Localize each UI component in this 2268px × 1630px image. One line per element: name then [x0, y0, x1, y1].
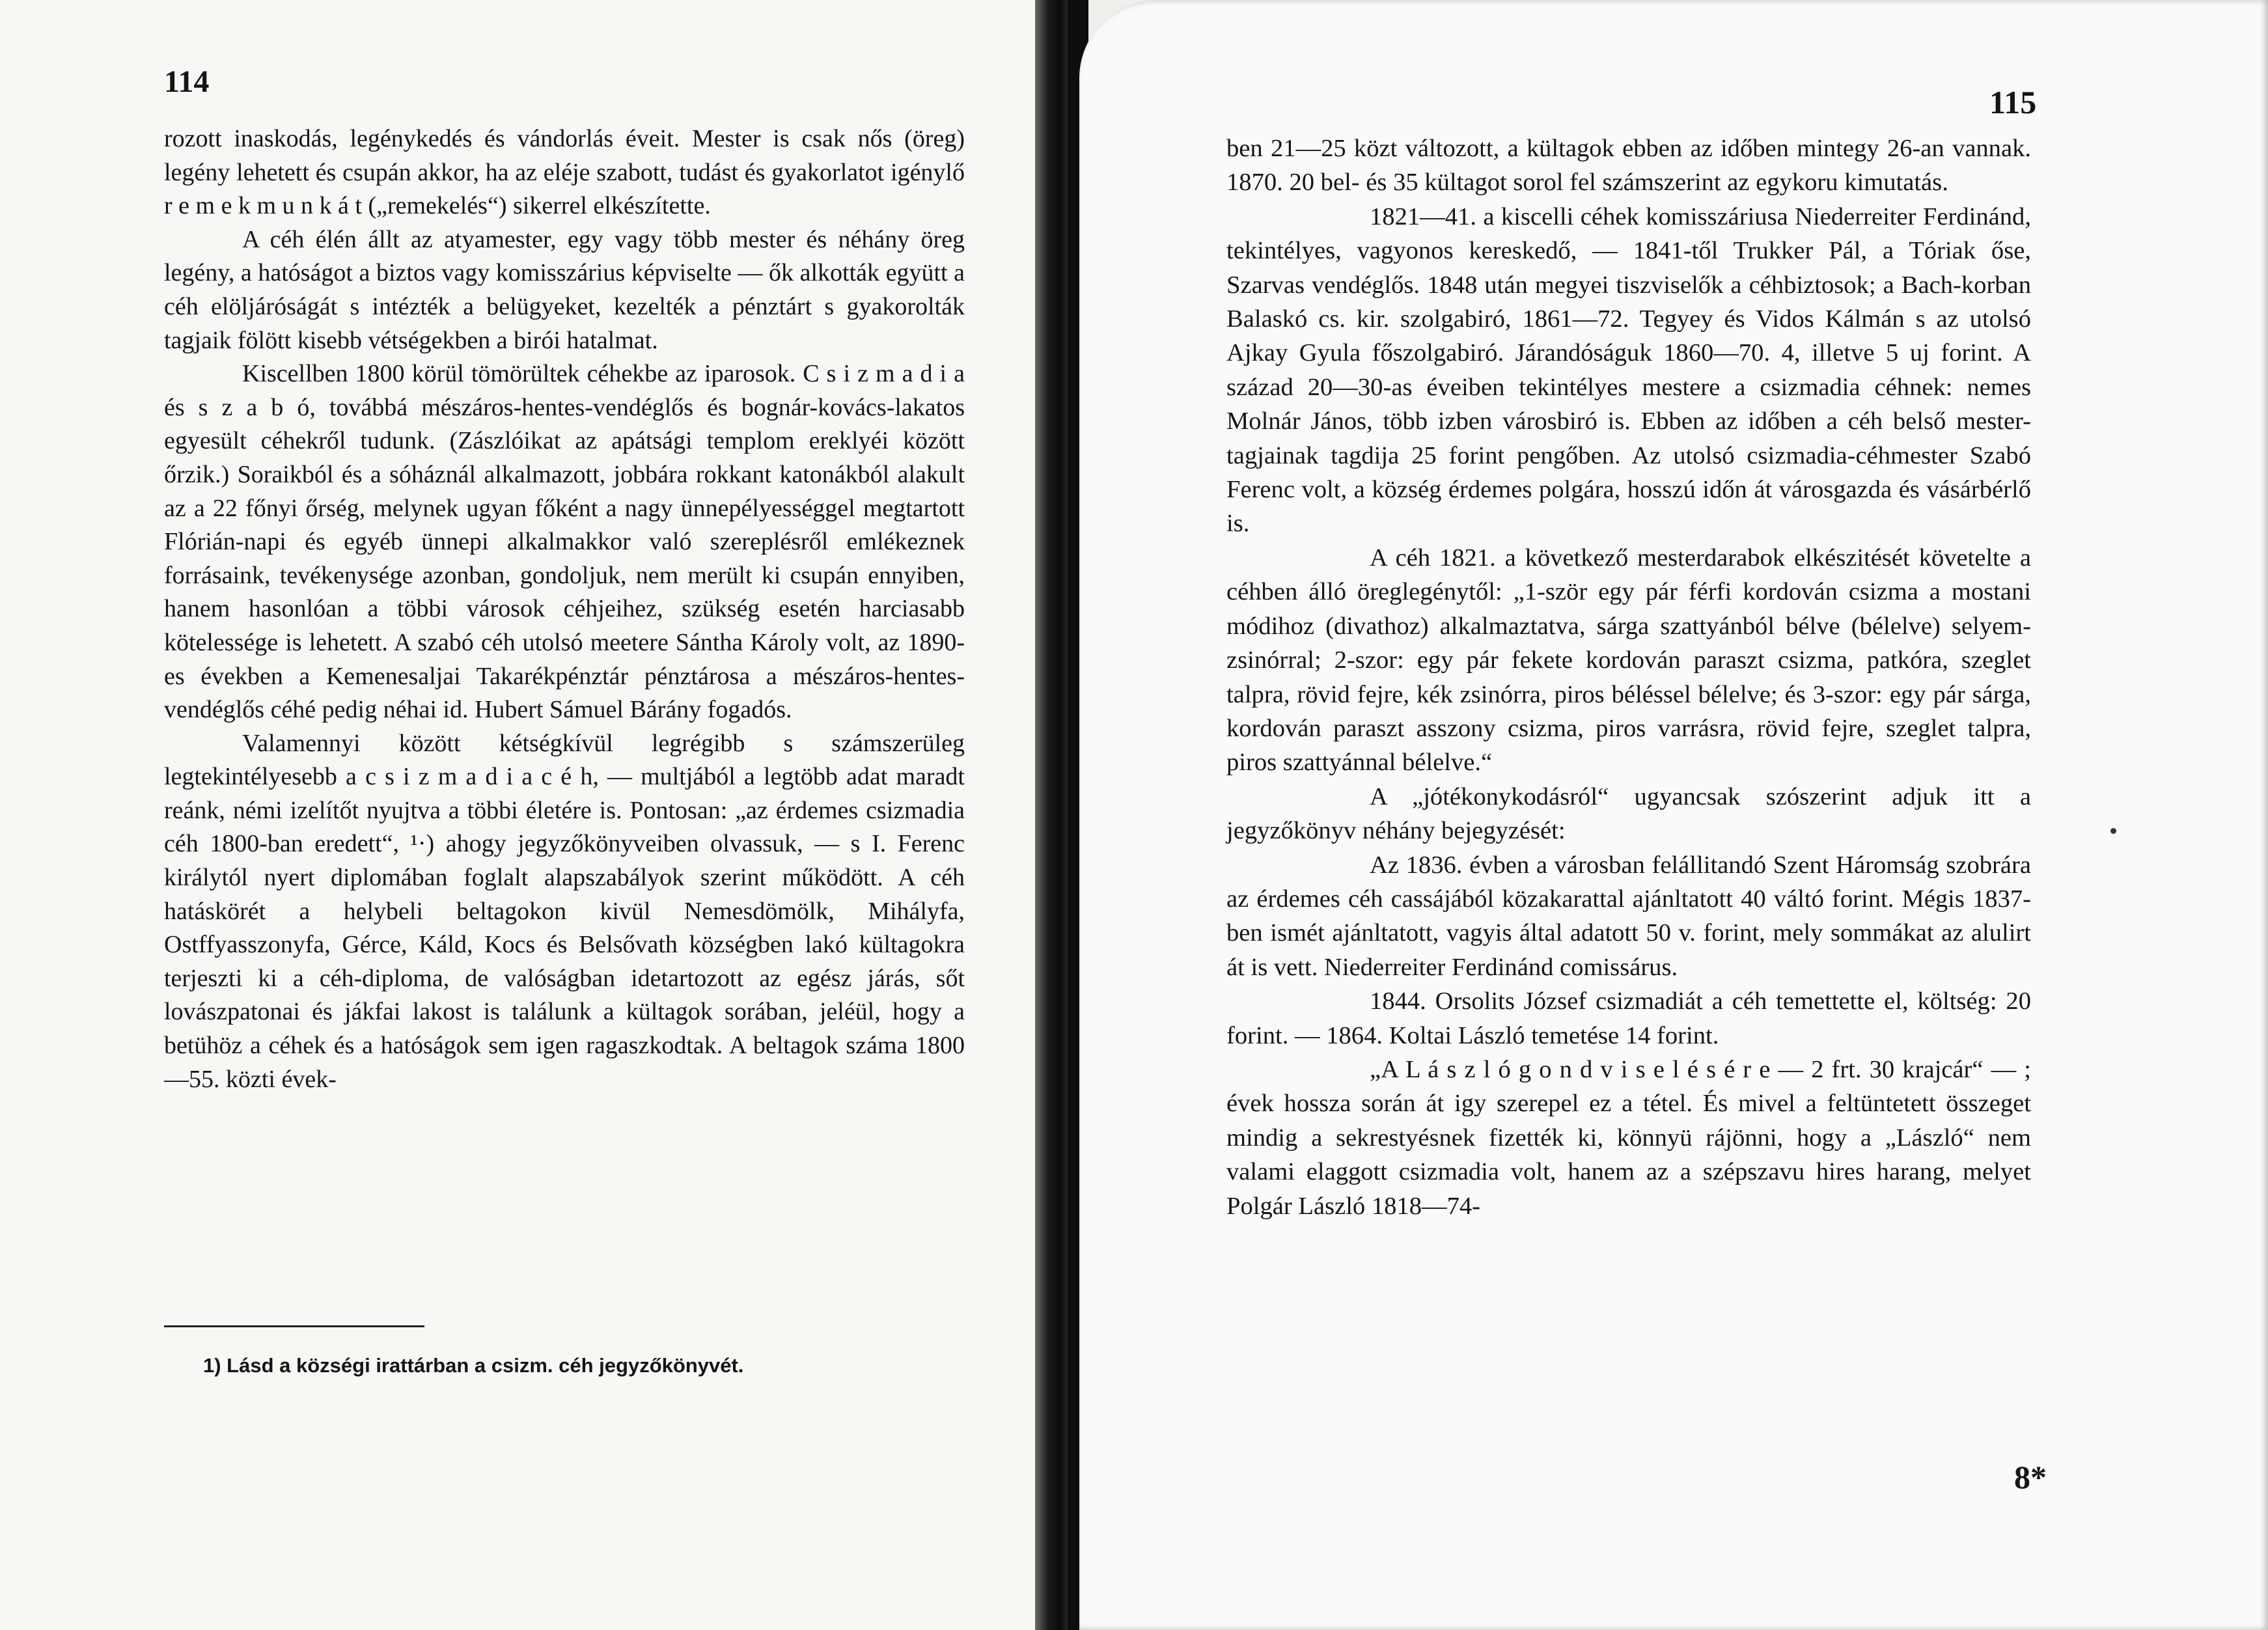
paragraph: Kiscellben 1800 körül tömörültek céhekbe az iparosok. C s i z m a d i a és s z a b ó, továbbá mészáros-hentes-vendéglős és bognár-kovács-lakatos egyesült céhekről tudunk. (Zászlóikat az apátsági templom ereklyéi között őrzik.) Soraikból és a sóháznál alkalmazott, jobbára rokkant katonákból alakult az a 22 főnyi őrség, melynek ugyan főként a nagy ünnepélyességgel megtartott Flórián-napi és egyéb ünnepi alkalmakkor való szereplésről emlékeznek forrásaink, tevékenysége azonban, gondoljuk, nem merült ki csupán ennyiben, hanem hasonlóan a többi városok céhjeihez, szükség esetén harciasabb kötelessége is lehetett. A szabó céh utolsó meetere Sántha Károly volt, az 1890-es években a Kemenesaljai Takarékpénztár pénztárosa a mészáros-hentes-vendéglős céhé pedig néhai id. Hubert Sámuel Bárány fogadós.: [164, 360, 965, 724]
paragraph: 1844. Orsolits József csizmadiát a céh temettette el, költség: 20 forint. — 1864. Koltai László temetése 14 forint.: [1226, 988, 2031, 1049]
footnote-divider: [164, 1325, 424, 1327]
body-text: [164, 122, 965, 1096]
paragraph: A céh 1821. a következő mesterdarabok elkészitését követelte a céhben álló öreglegénytől: „1-ször egy pár férfi kordován csizma a mostani módihoz (divathoz) alkalmaztatva, sárga szattyánból bélve (bélelve) selyem-zsinórral; 2-szor: egy pár fekete kordován paraszt csizma, patkóra, szeglet talpra, rövid fejre, kék zsinórra, piros béléssel bélelve; és 3-szor: egy pár sárga, kordován paraszt asszony csizma, piros varrásra, rövid fejre, szeglet talpra, piros szattyánnal bélelve.“: [1226, 544, 2031, 777]
page-number: 115: [1989, 84, 2037, 120]
body-text: [1226, 131, 2031, 1223]
right-page: [1079, 0, 2268, 1630]
left-page: [0, 0, 1035, 1630]
footnote: 1) Lásd a községi irattárban a csizm. céh jegyzőkönyvét.: [203, 1354, 744, 1377]
paragraph: „A L á s z l ó g o n d v i s e l é s é r e — 2 frt. 30 krajcár“ — ; évek hossza során át igy szerepel ez a tétel. És mivel a feltüntetett összeget mindig a sekrestyésnek fizették ki, könnyü rájönni, hogy a „László“ nem valami elaggott csizmadia volt, hanem az a szépszavu hires harang, melyet Polgár László 1818—74-: [1226, 1055, 2031, 1220]
speck-mark: [2110, 828, 2116, 834]
paragraph: rozott inaskodás, legénykedés és vándorlás éveit. Mester is csak nős (öreg) legény lehetett és csupán akkor, ha az eléje szabott, tudást és gyakorlatot igénylő r e m e k m u n k á t („remekelés“) sikerrel elkészítette.: [164, 125, 965, 220]
paragraph: A „jótékonykodásról“ ugyancsak szószerint adjuk itt a jegyzőkönyv néhány bejegyzését:: [1226, 782, 2031, 845]
paragraph: ben 21—25 közt változott, a kültagok ebben az időben mintegy 26-an vannak. 1870. 20 bel- és 35 kültagot sorol fel számszerint az egykoru kimutatás.: [1226, 135, 2031, 197]
paragraph: Az 1836. évben a városban felállitandó Szent Háromság szobrára az érdemes céh cassájából közakarattal ajánltatott 40 váltó forint. Mégis 1837-ben ismét ajánltatott, vagyis által adatott 50 v. forint, mely sommákat az alulirt át is vett. Niederreiter Ferdinánd comissárus.: [1226, 851, 2031, 981]
signature-mark: 8*: [2014, 1459, 2047, 1495]
paragraph: 1821—41. a kiscelli céhek komisszáriusa Niederreiter Ferdinánd, tekintélyes, vagyonos kereskedő, — 1841-től Trukker Pál, a Tóriak őse, Szarvas vendéglős. 1848 után megyei tiszviselők a céhbiztosok; a Bach-korban Balaskó cs. kir. szolgabiró, 1861—72. Tegyey és Vidos Kálmán s az utolsó Ajkay Gyula főszolgabiró. Járandóságuk 1860—70. 4, illetve 5 uj forint. A század 20—30-as éveiben tekintélyes mestere a csizmadia céhnek: nemes Molnár János, több izben városbiró is. Ebben az időben a céh belső mester-tagjainak tagdija 25 forint pengőben. Az utolsó csizmadia-céhmester Szabó Ferenc volt, a község érdemes polgára, hosszú időn át városgazda és vásárbérlő is.: [1226, 202, 2031, 538]
page-number: 114: [164, 64, 210, 99]
paragraph: A céh élén állt az atyamester, egy vagy több mester és néhány öreg legény, a hatóságot a biztos vagy komisszárius képviselte — ők alkották együtt a céh elöljáróságát s intézték a belügyeket, kezelték a pénztárt s gyakorolták tagjaik fölött kisebb vétségekben a birói hatalmat.: [164, 225, 965, 354]
paragraph: Valamennyi között kétségkívül legrégibb s számszerüleg legtekintélyesebb a c s i z m a d i a c é h, — multjából a legtöbb adat maradt reánk, némi izelítőt nyujtva a többi életére is. Pontosan: „az érdemes csizmadia céh 1800-ban eredett“, ¹·) ahogy jegyzőkönyveiben olvassuk, — s I. Ferenc királytól nyert diplomában foglalt alapszabályok szerint működött. A céh hatáskörét a helybeli beltagokon kivül Nemesdömölk, Mihályfa, Ostffyasszonyfa, Gérce, Káld, Kocs és Belsővath községben lakó kültagokra terjeszti ki a céh-diploma, de valóságban idetartozott az egész járás, sőt lovászpatonai és jákfai lakost is találunk a kültagok sorában, jeléül, hogy a betühöz a céhek és a hatóságok sem igen ragaszkodtak. A beltagok száma 1800—55. közti évek-: [164, 729, 965, 1093]
